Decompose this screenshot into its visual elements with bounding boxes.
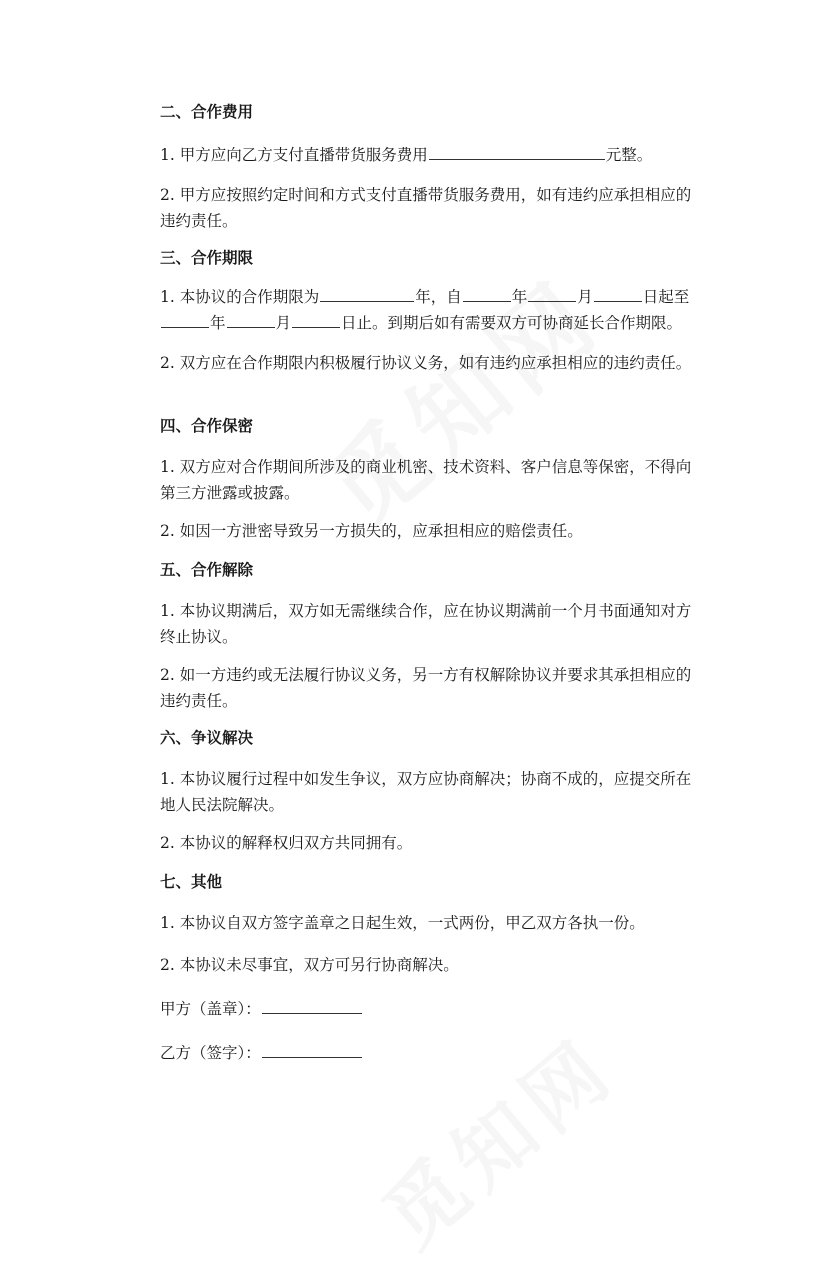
other-clause-1: 1. 本协议自双方签字盖章之日起生效，一式两份，甲乙双方各执一份。 [160, 914, 645, 932]
party-b-signature-blank[interactable] [262, 1040, 362, 1058]
termination-clause-2: 2. 如一方违约或无法履行协议义务，另一方有权解除协议并要求其承担相应的违约责任。 [160, 666, 692, 710]
party-b-label: 乙方（签字）： [160, 1044, 261, 1062]
section-heading-term: 三、合作期限 [160, 248, 254, 267]
term-years-blank[interactable] [320, 284, 414, 302]
fee-clause-1 [160, 142, 700, 168]
secrecy-clause-2: 2. 如因一方泄密导致另一方损失的，应承担相应的赔偿责任。 [160, 522, 583, 540]
fee-amount-blank[interactable] [429, 142, 605, 160]
term-clause-1-text: 1. 本协议的合作期限为 [160, 288, 320, 306]
termination-clause-1: 1. 本协议期满后，双方如无需继续合作，应在协议期满前一个月书面通知对方终止协议。 [160, 602, 692, 646]
end-month-blank[interactable] [227, 310, 275, 328]
party-a-seal-blank[interactable] [262, 996, 362, 1014]
party-a-label: 甲方（盖章）： [160, 1000, 261, 1018]
end-day-blank[interactable] [292, 310, 340, 328]
secrecy-clause-1: 1. 双方应对合作期间所涉及的商业机密、技术资料、客户信息等保密，不得向第三方泄露或披露。 [160, 458, 692, 502]
section-heading-other: 七、其他 [160, 872, 223, 891]
signature-party-b [160, 1040, 700, 1063]
signature-party-a [160, 996, 700, 1019]
fee-clause-2: 2. 甲方应按照约定时间和方式支付直播带货服务费用，如有违约应承担相应的违约责任。 [160, 186, 692, 230]
term-text-e: 日起至 [642, 288, 690, 306]
term-text-f: 年 [210, 314, 226, 332]
term-text-b: 年，自 [415, 288, 462, 306]
term-text-h: 日止。到期后如有需要双方可协商延长合作期限。 [341, 314, 683, 332]
term-text-c: 年 [511, 288, 528, 306]
term-text-g: 月 [275, 314, 292, 332]
start-year-blank[interactable] [463, 284, 511, 302]
dispute-clause-2: 2. 本协议的解释权归双方共同拥有。 [160, 834, 413, 852]
fee-clause-1-text: 1. 甲方应向乙方支付直播带货服务费用 [160, 146, 428, 164]
start-month-blank[interactable] [528, 284, 576, 302]
dispute-clause-1: 1. 本协议履行过程中如发生争议，双方应协商解决；协商不成的，应提交所在地人民法院解决。 [160, 770, 692, 814]
end-year-blank[interactable] [161, 310, 209, 328]
section-heading-secrecy: 四、合作保密 [160, 416, 254, 435]
section-heading-dispute: 六、争议解决 [160, 728, 254, 747]
term-text-d: 月 [577, 288, 593, 306]
other-clause-2: 2. 本协议未尽事宜，双方可另行协商解决。 [160, 956, 459, 974]
section-heading-fee: 二、合作费用 [160, 102, 254, 121]
term-clause-1 [160, 284, 700, 336]
section-heading-termination: 五、合作解除 [160, 560, 254, 579]
start-day-blank[interactable] [594, 284, 642, 302]
fee-clause-1-suffix: 元整。 [605, 146, 653, 164]
term-clause-2: 2. 双方应在合作期限内积极履行协议义务，如有违约应承担相应的违约责任。 [160, 354, 692, 372]
